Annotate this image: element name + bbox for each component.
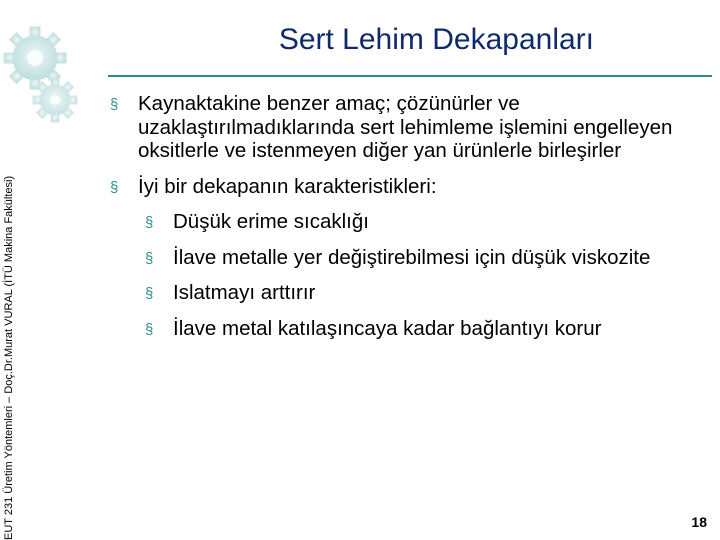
- sub-bullet-item: [145, 246, 700, 270]
- bullet-item: [110, 175, 700, 199]
- sub-bullet-text: Düşük erime sıcaklığı: [173, 210, 369, 233]
- title-divider: [108, 75, 712, 77]
- slide-title: Sert Lehim Dekapanları: [278, 23, 594, 56]
- bullet-text: İyi bir dekapanın karakteristikleri:: [138, 174, 437, 198]
- sub-bullet-text: İlave metal katılaşıncaya kadar bağlantıyı korur: [173, 316, 602, 340]
- side-caption: EUT 231 Üretim Yöntemleri – Doç.Dr.Murat VURAL (İTÜ Makina Fakültesi): [3, 175, 15, 540]
- slide-content: [110, 92, 700, 352]
- page-number: 18: [691, 514, 707, 530]
- bullet-marker: §: [145, 320, 154, 338]
- bullet-text: Kaynaktakine benzer amaç; çözünürler ve uzaklaştırılmadıklarında sert lehimleme işlemini engelleyen oksitlerle ve istenmeyen diğer yan ürünlerle birleşirler: [138, 92, 673, 162]
- sub-bullet-text: Islatmayı arttırır: [173, 281, 316, 304]
- gear-decoration: [0, 0, 95, 130]
- sub-bullet-item: [145, 210, 700, 234]
- bullet-item: [110, 92, 700, 163]
- gear-icon: [33, 78, 77, 122]
- sub-bullet-item: [145, 317, 700, 341]
- bullet-marker: §: [145, 214, 154, 231]
- sub-bullet-text: İlave metalle yer değiştirebilmesi için düşük viskozite: [173, 245, 651, 269]
- bullet-marker: §: [110, 178, 119, 196]
- bullet-marker: §: [145, 249, 154, 267]
- bullet-marker: §: [110, 96, 119, 113]
- sub-bullet-item: [145, 281, 700, 305]
- bullet-marker: §: [145, 285, 154, 302]
